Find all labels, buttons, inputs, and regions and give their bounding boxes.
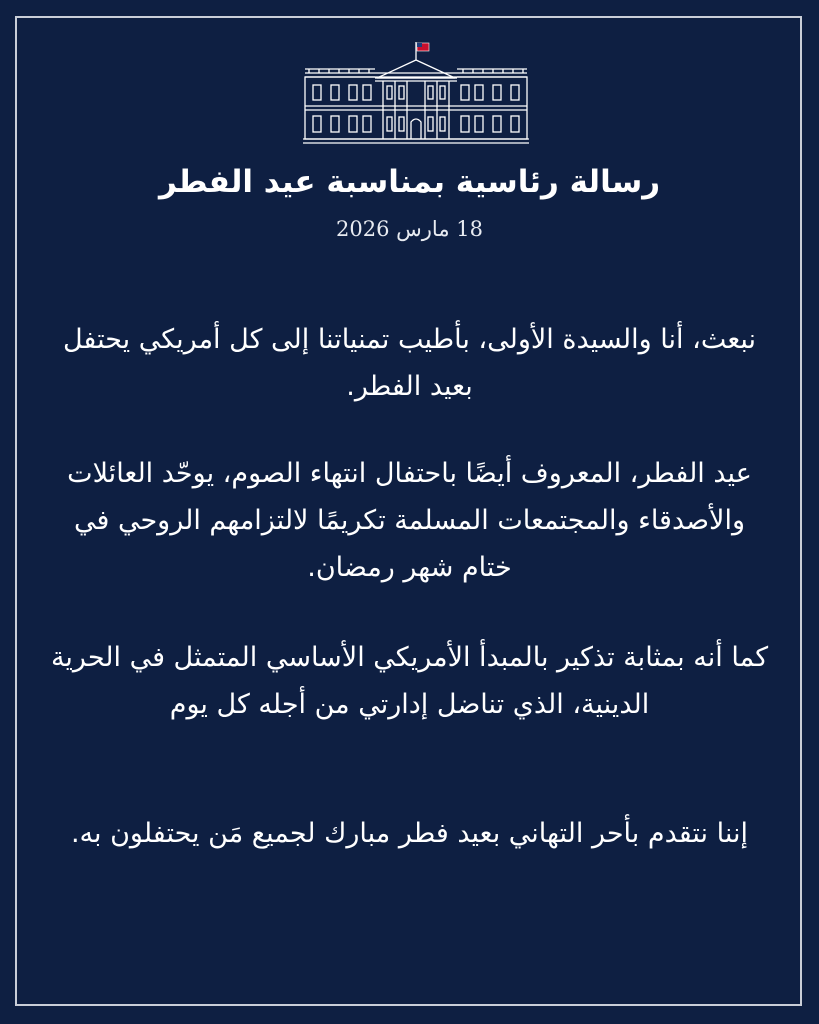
paragraph-greeting: نبعث، أنا والسيدة الأولى، بأطيب تمنياتنا إلى كل أمريكي يحتفل بعيد الفطر. — [62, 324, 757, 402]
white-house-icon — [303, 40, 529, 148]
paragraph-congratulations: إننا نتقدم بأحر التهاني بعيد فطر مبارك لجميع مَن يحتفلون به. — [70, 818, 749, 849]
paragraph-religious-freedom: كما أنه بمثابة تذكير بالمبدأ الأمريكي الأساسي المتمثل في الحرية الدينية، الذي تناضل إدارتي من أجله كل يوم — [50, 642, 769, 720]
message-date: 18 مارس 2026 — [336, 217, 483, 241]
message-title: رسالة رئاسية بمناسبة عيد الفطر — [158, 164, 661, 200]
paragraph-eid-meaning: عيد الفطر، المعروف أيضًا باحتفال انتهاء الصوم، يوحّد العائلات والأصدقاء والمجتمعات المسلمة تكريمًا لالتزامهم الروحي في ختام شهر رمضان. — [67, 458, 752, 583]
